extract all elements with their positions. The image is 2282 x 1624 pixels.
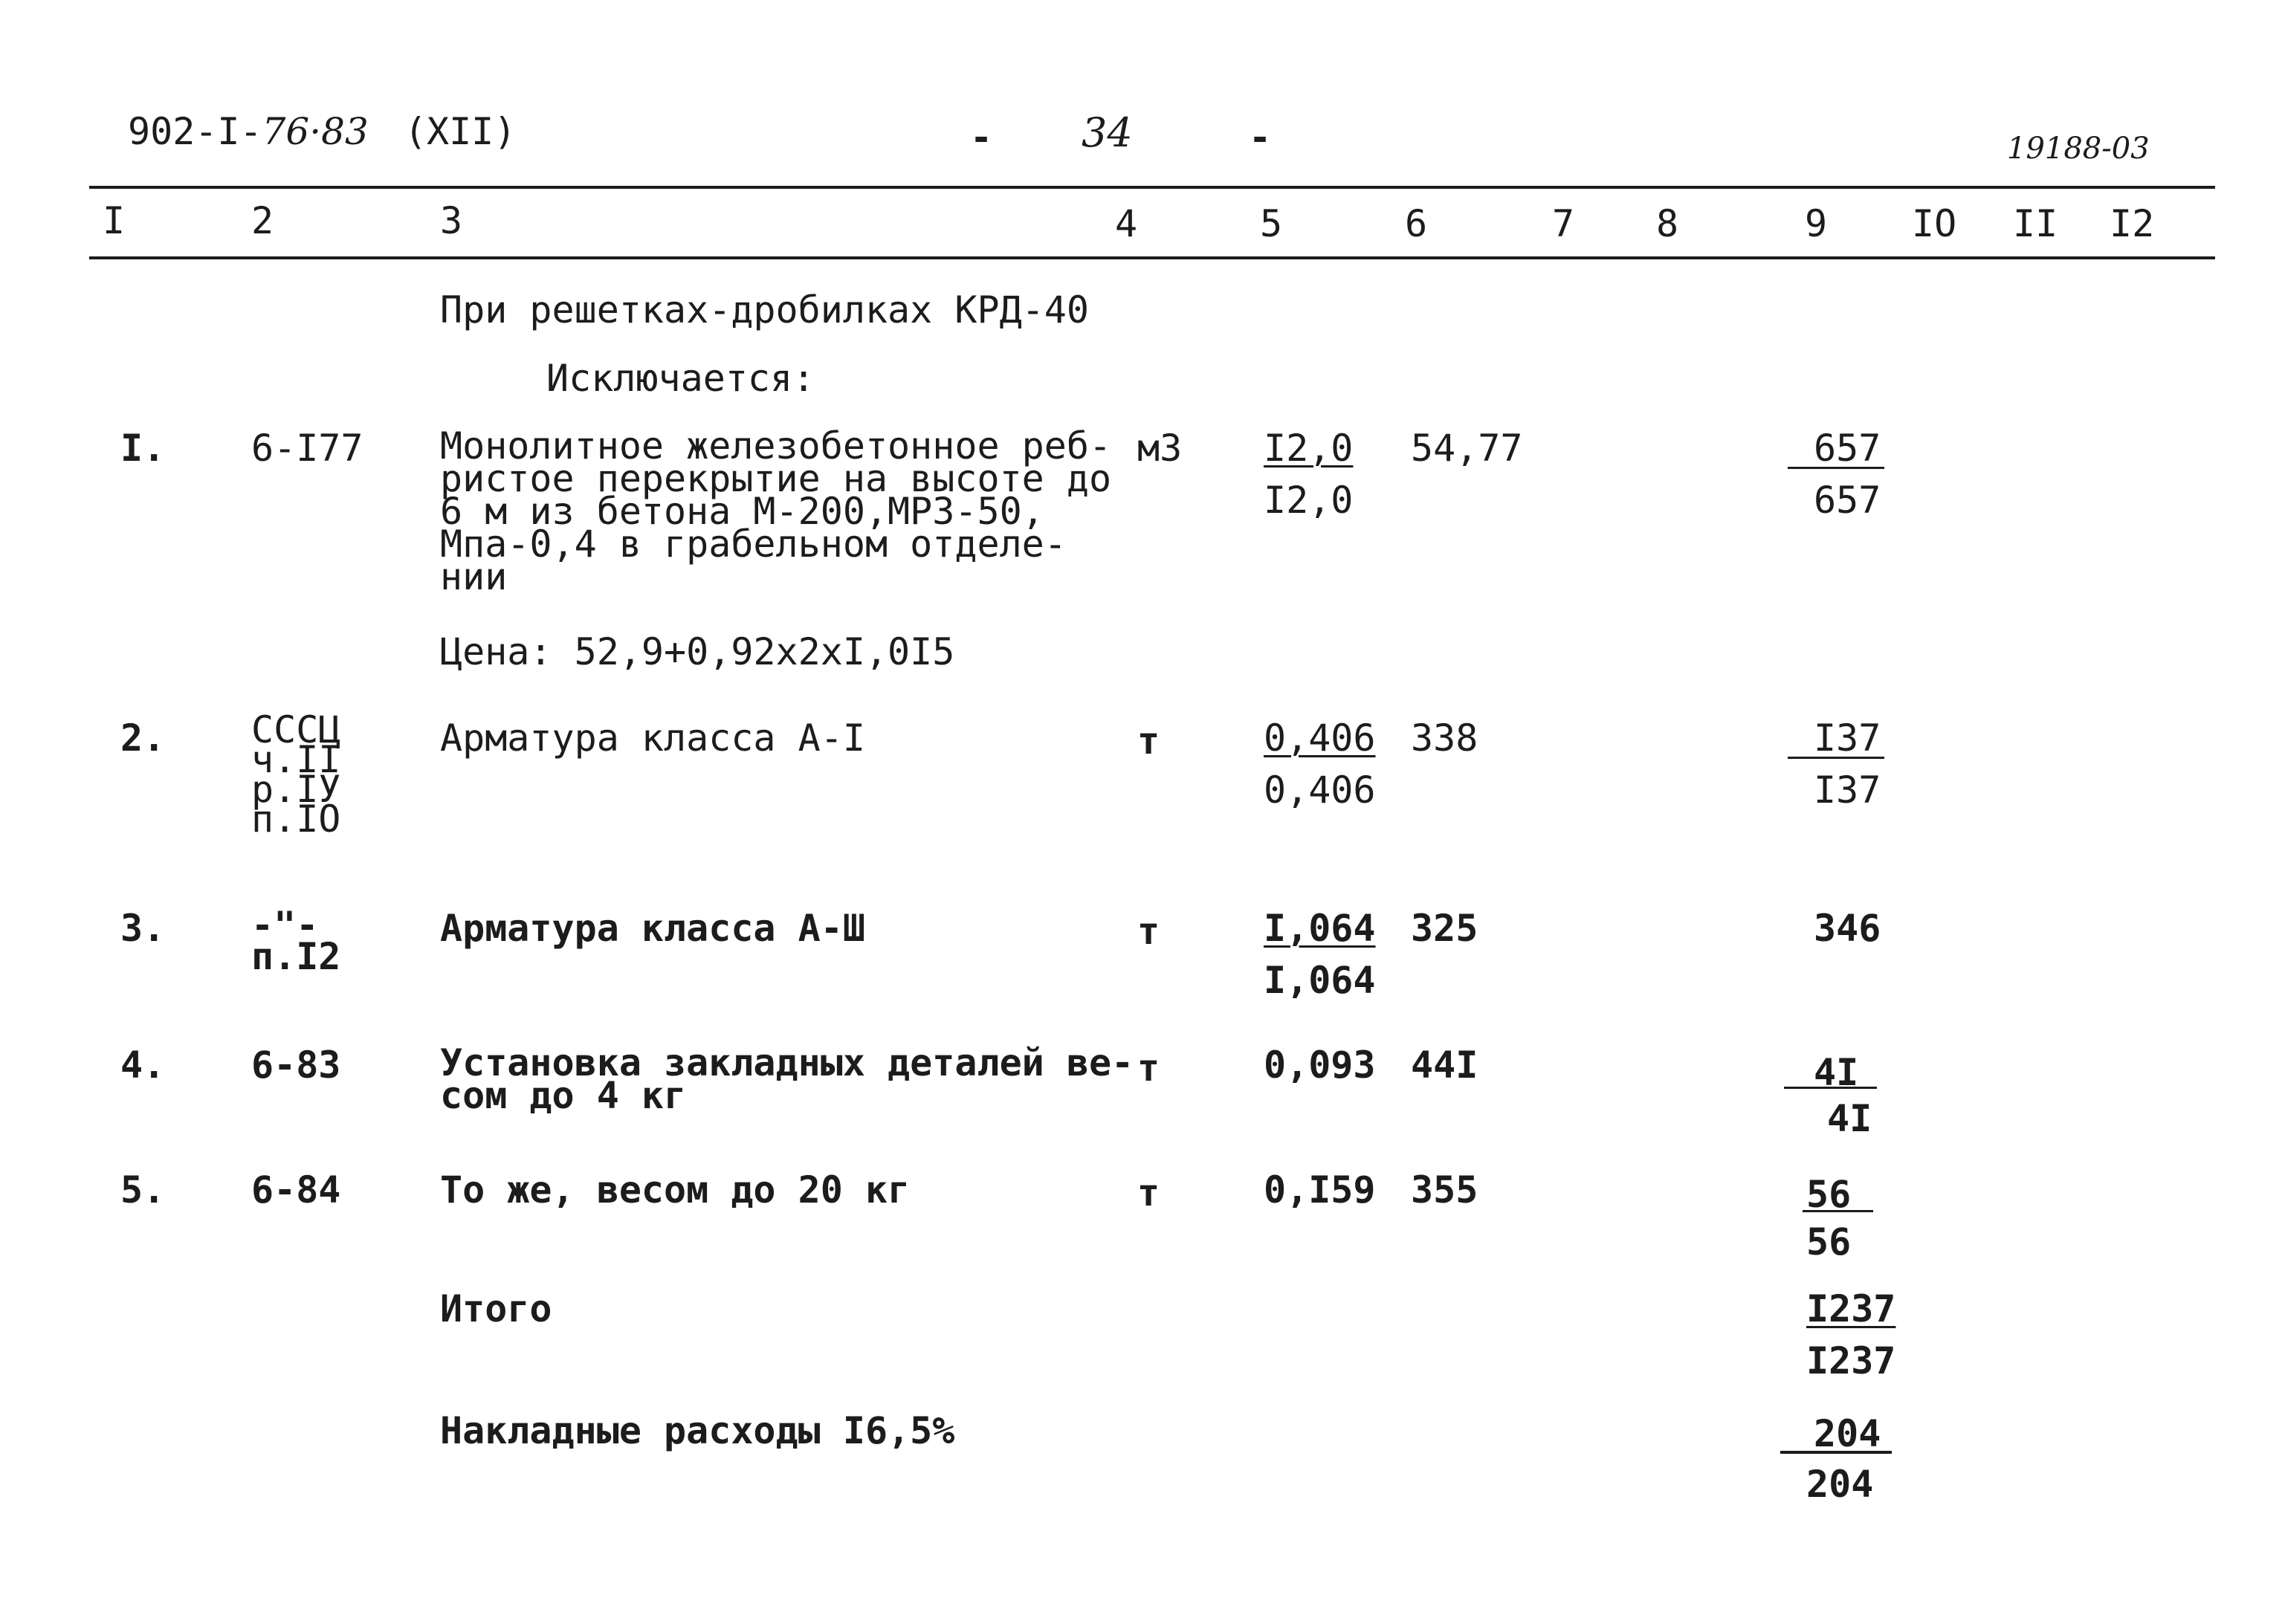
row-4-quantity: 0,093 (1264, 1044, 1376, 1087)
row-4-price: 44I (1411, 1044, 1478, 1087)
column-number-5: 5 (1260, 202, 1283, 245)
column-number-4: 4 (1115, 202, 1138, 245)
row-5-cost-top: 56 (1806, 1173, 1852, 1216)
row-3-unit: т (1137, 910, 1160, 953)
row-2-cost-fraction-line (1788, 757, 1884, 759)
row-3-code: -"- п.I2 (251, 904, 341, 978)
row-4-cost-bottom: 4I (1827, 1097, 1872, 1140)
overhead-label: Накладные расходы I6,5% (440, 1409, 955, 1452)
header-dash-left: - (970, 116, 993, 159)
row-3-description: Арматура класса А-Ш (440, 907, 865, 950)
row-4-code: 6-83 (251, 1044, 341, 1087)
row-5-code: 6-84 (251, 1168, 341, 1211)
row-5-price: 355 (1411, 1168, 1478, 1211)
top-rule (89, 186, 2215, 189)
row-1-cost-fraction-line (1788, 467, 1884, 469)
row-3-number: 3. (120, 907, 166, 950)
row-2-code: СССЦ ч.II р.IУ п.IО (251, 708, 341, 841)
subtotal-bottom: I237 (1806, 1339, 1896, 1382)
row-1-code: 6-I77 (251, 427, 363, 470)
column-number-12: I2 (2110, 202, 2155, 245)
registry-number: 19188-03 (2007, 132, 2150, 166)
row-4-cost-top: 4I (1814, 1051, 1859, 1094)
row-4-cost-fraction-line (1784, 1087, 1877, 1089)
document-part: (XII) (404, 110, 517, 153)
subtotal-label: Итого (440, 1287, 552, 1330)
document-code-typed: 902-I- (128, 110, 262, 153)
row-3-price: 325 (1411, 907, 1478, 950)
row-5-unit: т (1137, 1171, 1160, 1214)
header-dash-right: - (1249, 116, 1272, 159)
row-1-price: 54,77 (1411, 427, 1523, 470)
column-number-8: 8 (1656, 202, 1679, 245)
row-2-description: Арматура класса А-I (440, 716, 865, 760)
column-number-9: 9 (1805, 202, 1828, 245)
row-5-number: 5. (120, 1168, 166, 1211)
column-number-10: IO (1912, 202, 1957, 245)
row-2-price: 338 (1411, 716, 1478, 760)
row-5-cost-bottom: 56 (1806, 1220, 1852, 1264)
row-2-cost-top: I37 (1814, 716, 1881, 760)
row-1-unit: м3 (1137, 427, 1183, 470)
row-1-cost-bottom: 657 (1814, 479, 1881, 522)
row-1-price-note: Цена: 52,9+0,92х2хI,0I5 (440, 630, 955, 673)
overhead-bottom: 204 (1806, 1463, 1874, 1506)
row-2-unit: т (1137, 719, 1160, 763)
document-code-handwritten: 76·83 (262, 110, 369, 153)
page-number: 34 (1082, 109, 1133, 156)
row-1-description: Монолитное железобетонное реб- ристое перекрытие на высоте до 6 м из бетона М-200,МРЗ-50, Мпа-0,4 в грабельном отделе- нии (440, 424, 1112, 598)
row-3-quantity-top: I,064 (1264, 907, 1376, 950)
row-4-number: 4. (120, 1044, 166, 1087)
row-5-cost-fraction-line (1803, 1210, 1873, 1212)
row-5-description: То же, весом до 20 кг (440, 1168, 911, 1211)
row-2-quantity-bottom: 0,406 (1264, 769, 1376, 812)
document-code (128, 110, 517, 153)
row-3-cost: 346 (1814, 907, 1881, 950)
column-number-11: II (2013, 202, 2058, 245)
row-1-quantity-top: I2,0 (1264, 427, 1354, 470)
column-number-1: I (103, 199, 126, 242)
row-1-quantity-bottom: I2,0 (1264, 479, 1354, 522)
row-1-number: I. (120, 427, 166, 470)
overhead-top: 204 (1814, 1412, 1881, 1455)
overhead-fraction-line (1780, 1451, 1892, 1454)
row-4-description: Установка закладных деталей ве- сом до 4 кг (440, 1041, 1134, 1117)
column-number-7: 7 (1552, 202, 1575, 245)
row-2-number: 2. (120, 716, 166, 760)
column-number-2: 2 (251, 199, 274, 242)
subtotal-top: I237 (1806, 1287, 1896, 1330)
row-2-quantity-top: 0,406 (1264, 716, 1376, 760)
row-3-quantity-bottom: I,064 (1264, 959, 1376, 1002)
column-header-rule (89, 256, 2215, 259)
column-number-6: 6 (1405, 202, 1428, 245)
row-4-unit: т (1137, 1046, 1160, 1090)
section-title: При решетках-дробилках КРД-40 (440, 288, 1089, 331)
row-2-cost-bottom: I37 (1814, 769, 1881, 812)
row-5-quantity: 0,I59 (1264, 1168, 1376, 1211)
row-1-cost-top: 657 (1814, 427, 1881, 470)
section-subtitle: Исключается: (546, 357, 815, 400)
column-number-3: 3 (440, 199, 463, 242)
